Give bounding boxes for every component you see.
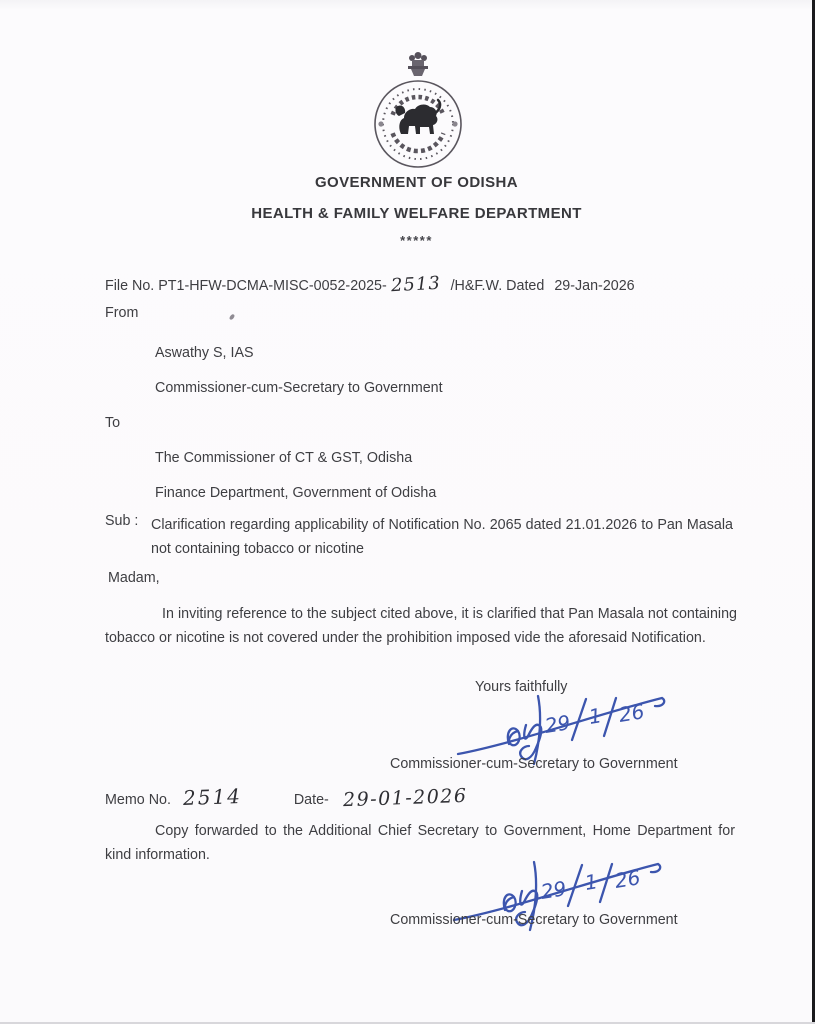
body-paragraph: In inviting reference to the subject cited above, it is clarified that Pan Masala not containing tobacco or nicotine is not covered under the prohibition imposed vide the aforesaid Notification. [105, 606, 737, 646]
to-label: To [105, 415, 121, 431]
horse-figure [395, 100, 440, 134]
signature-date-day: 29 [543, 710, 572, 738]
signature2-date-day: 29 [539, 876, 568, 904]
copy-forwarded-paragraph: Copy forwarded to the Additional Chief Secretary to Government, Home Department for kind information. [105, 823, 735, 863]
subject-label: Sub : [105, 513, 139, 529]
ashoka-capital-icon [408, 52, 428, 76]
file-number-handwritten: 2513 [390, 272, 442, 297]
memo-label: Memo No. [105, 792, 171, 808]
recipient-line2: Finance Department, Government of Odisha [155, 485, 437, 501]
from-label: From [105, 305, 139, 321]
subject-row [105, 513, 733, 561]
file-number-line [105, 274, 635, 295]
memo-line [105, 783, 468, 812]
signature-date-month: 1 [587, 703, 604, 729]
signature2-date-year: 26 [613, 865, 642, 893]
sender-name: Aswathy S, IAS [155, 345, 254, 361]
signatory-designation-1: Commissioner-cum-Secretary to Government [390, 756, 678, 772]
salutation: Madam, [108, 570, 160, 586]
subject-text: Clarification regarding applicability of Notification No. 2065 dated 21.01.2026 to Pan Masala not containing tobacco or nicotine [151, 517, 733, 557]
odisha-state-emblem-icon [368, 50, 468, 170]
department-title: HEALTH & FAMILY WELFARE DEPARTMENT [251, 205, 582, 222]
file-number-suffix: /H&F.W. Dated [450, 278, 545, 294]
signature2-date-month: 1 [583, 869, 600, 895]
file-number-prefix: File No. PT1-HFW-DCMA-MISC-0052-2025- [105, 278, 387, 294]
valediction: Yours faithfully [475, 679, 568, 695]
scan-artifact-speck [229, 313, 235, 320]
recipient-line1: The Commissioner of CT & GST, Odisha [155, 450, 413, 466]
signatory-designation-2: Commissioner-cum-Secretary to Government [390, 912, 678, 928]
memo-date-handwritten: 29-01-2026 [342, 784, 468, 812]
government-title: GOVERNMENT OF ODISHA [314, 174, 518, 191]
memo-number-handwritten: 2514 [182, 783, 243, 811]
signature-date-year: 26 [617, 699, 646, 727]
star-separator: ***** [400, 233, 433, 248]
file-date: 29-Jan-2026 [554, 278, 635, 294]
memo-date-label: Date- [293, 792, 329, 808]
sender-designation: Commissioner-cum-Secretary to Government [155, 380, 443, 396]
seal-bottom-script [393, 133, 444, 151]
